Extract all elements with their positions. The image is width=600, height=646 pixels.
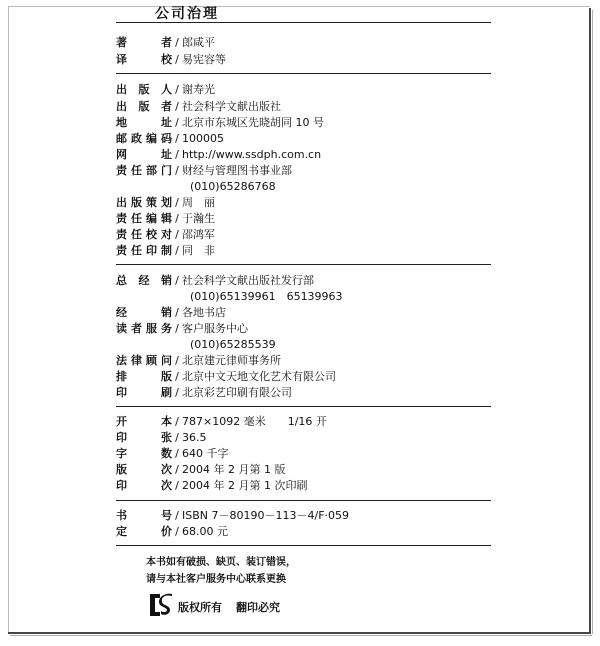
info-label: 排 版: [116, 370, 172, 383]
info-row: 责任校对 / 邵鸿军: [116, 228, 215, 241]
info-label: 读者服务: [116, 322, 172, 335]
page-edge-right: [589, 8, 591, 633]
info-value: 各地书店: [182, 306, 226, 319]
publisher-logo-icon: [148, 592, 174, 618]
divider: [116, 406, 491, 407]
info-label: 著 者: [116, 36, 172, 49]
info-row: 出 版 人 / 谢寿光: [116, 83, 215, 96]
info-label: 开 本: [116, 415, 172, 428]
rights-reserved-text: 版权所有: [178, 601, 222, 614]
info-row: 出 版 者 / 社会科学文献出版社: [116, 100, 281, 113]
page-edge-left: [8, 6, 9, 633]
info-row: 印 次 / 2004 年 2 月第 1 次印刷: [116, 479, 308, 492]
info-row: 经 销 / 各地书店: [116, 306, 226, 319]
info-row: 网 址 / http://www.ssdph.com.cn: [116, 148, 322, 161]
info-value: 客户服务中心: [182, 322, 248, 335]
info-value: 100005: [182, 132, 224, 145]
info-value: 68.00 元: [182, 525, 228, 538]
info-row: 定 价 / 68.00 元: [116, 525, 228, 538]
info-label: 责任印制: [116, 244, 172, 257]
info-label: 总 经 销: [116, 274, 172, 287]
info-label: 出 版 人: [116, 83, 172, 96]
page-edge-bottom-shadow: [10, 635, 592, 636]
info-label: 邮政编码: [116, 132, 172, 145]
info-value-continued: (010)65139961 65139963: [190, 290, 343, 303]
page-edge-bottom: [8, 632, 591, 634]
info-value-continued: (010)65285539: [190, 338, 276, 351]
info-row: 版 次 / 2004 年 2 月第 1 版: [116, 463, 286, 476]
info-label: 责任校对: [116, 228, 172, 241]
info-value: 北京中文天地文化艺术有限公司: [182, 370, 336, 383]
info-value: 北京彩艺印刷有限公司: [182, 386, 292, 399]
divider: [116, 73, 491, 74]
info-label: 译 校: [116, 53, 172, 66]
info-label: 印 次: [116, 479, 172, 492]
info-row: 地 址 / 北京市东城区先晓胡同 10 号: [116, 116, 324, 129]
info-value: ISBN 7－80190－113－4/F·059: [182, 509, 350, 522]
info-row: 法律顾问 / 北京建元律师事务所: [116, 354, 281, 367]
info-value: http://www.ssdph.com.cn: [182, 148, 322, 161]
info-value: 社会科学文献出版社: [182, 100, 281, 113]
info-value: 2004 年 2 月第 1 版: [182, 463, 286, 476]
info-value-continued: (010)65286768: [190, 180, 276, 193]
damage-notice-line2: 请与本社客户服务中心联系更换: [146, 574, 286, 585]
divider: [116, 500, 491, 501]
info-value: 787×1092 毫米 1/16 开: [182, 415, 327, 428]
info-value: 邵鸿军: [182, 228, 215, 241]
info-row: 总 经 销 / 社会科学文献出版社发行部: [116, 274, 314, 287]
info-label: 经 销: [116, 306, 172, 319]
info-row: 读者服务 / 客户服务中心: [116, 322, 248, 335]
info-row: 印 张 / 36.5: [116, 431, 207, 444]
info-value: 36.5: [182, 431, 207, 444]
info-row: 责任编辑 / 于瀚生: [116, 212, 215, 225]
info-label: 责任部门: [116, 164, 172, 177]
info-value: 谢寿光: [182, 83, 215, 96]
divider: [116, 22, 491, 23]
info-label: 印 张: [116, 431, 172, 444]
info-label: 出版策划: [116, 196, 172, 209]
page-edge-right-shadow: [592, 10, 593, 634]
copyright-statement: [178, 599, 294, 615]
info-label: 定 价: [116, 525, 172, 538]
info-row: 译 校 / 易宪容等: [116, 53, 226, 66]
book-title: 公司治理: [155, 6, 219, 22]
no-reprint-text: 翻印必究: [236, 601, 280, 614]
info-row: 责任部门 / 财经与管理图书事业部: [116, 164, 292, 177]
info-value: 北京建元律师事务所: [182, 354, 281, 367]
info-value: 640 千字: [182, 447, 229, 460]
info-label: 书 号: [116, 509, 172, 522]
info-row: 出版策划 / 周 丽: [116, 196, 215, 209]
info-row: 责任印制 / 同 非: [116, 244, 215, 257]
info-label: 网 址: [116, 148, 172, 161]
info-value: 2004 年 2 月第 1 次印刷: [182, 479, 308, 492]
info-label: 字 数: [116, 447, 172, 460]
info-row: 开 本 / 787×1092 毫米 1/16 开: [116, 415, 327, 428]
info-label: 地 址: [116, 116, 172, 129]
info-row: 字 数 / 640 千字: [116, 447, 229, 460]
info-value: 周 丽: [182, 196, 215, 209]
info-value: 郎咸平: [182, 36, 215, 49]
divider: [116, 264, 491, 265]
info-value: 易宪容等: [182, 53, 226, 66]
divider: [116, 545, 491, 546]
info-label: 印 刷: [116, 386, 172, 399]
page-edge-top: [8, 6, 590, 7]
info-value: 财经与管理图书事业部: [182, 164, 292, 177]
info-row: 邮政编码 / 100005: [116, 132, 224, 145]
info-label: 法律顾问: [116, 354, 172, 367]
info-value: 北京市东城区先晓胡同 10 号: [182, 116, 324, 129]
damage-notice-line1: 本书如有破损、缺页、装订错误，: [146, 557, 296, 568]
info-value: 于瀚生: [182, 212, 215, 225]
info-row: 著 者 / 郎咸平: [116, 36, 215, 49]
info-row: 书 号 / ISBN 7－80190－113－4/F·059: [116, 509, 350, 522]
info-label: 版 次: [116, 463, 172, 476]
info-value: 同 非: [182, 244, 215, 257]
info-label: 出 版 者: [116, 100, 172, 113]
info-label: 责任编辑: [116, 212, 172, 225]
info-value: 社会科学文献出版社发行部: [182, 274, 314, 287]
info-row: 排 版 / 北京中文天地文化艺术有限公司: [116, 370, 336, 383]
info-row: 印 刷 / 北京彩艺印刷有限公司: [116, 386, 292, 399]
